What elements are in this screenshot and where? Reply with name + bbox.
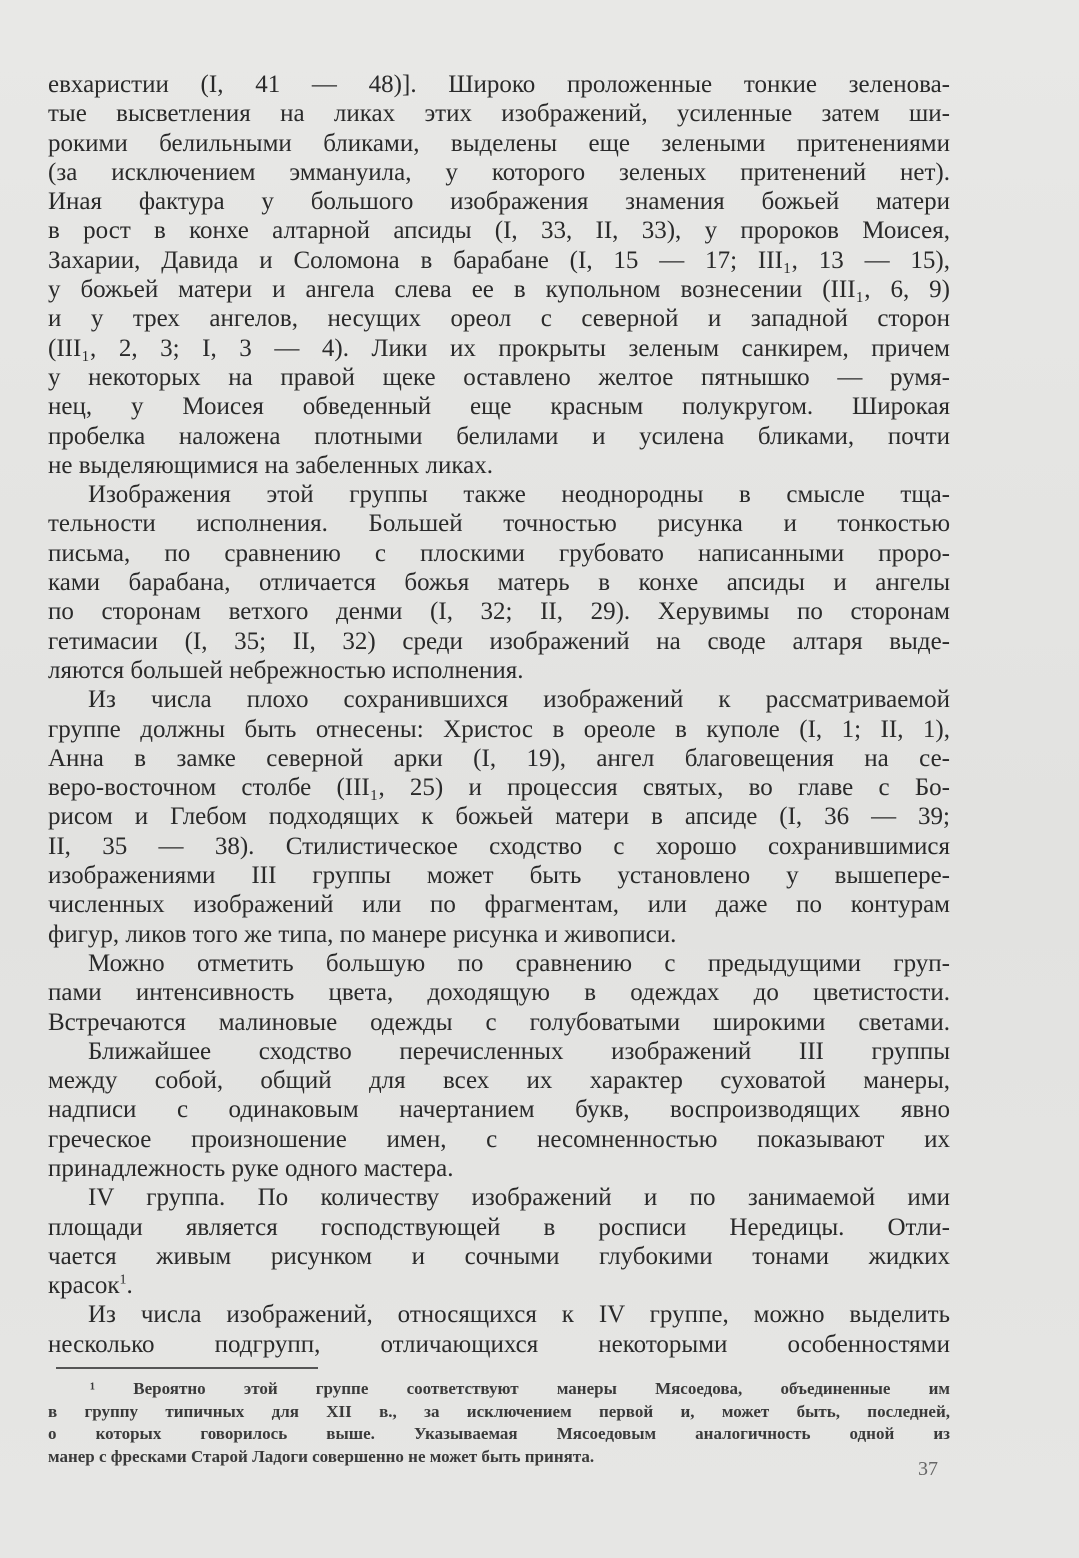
text-line: Изображения этой группы также неоднородны в смысле тща- bbox=[88, 481, 950, 509]
text-line: греческое произношение имен, с несомненностью показывают их bbox=[48, 1125, 950, 1153]
text-line: Можно отметить большую по сравнению с предыдущими груп- bbox=[88, 949, 950, 977]
text-line: Анна в замке северной арки (I, 19), ангел благовещения на се- bbox=[48, 744, 950, 772]
text-line: пами интенсивность цвета, доходящую в одеждах до цветистости. bbox=[48, 979, 950, 1007]
text-line: группе должны быть отнесены: Христос в ореоле в куполе (I, 1; II, 1), bbox=[48, 715, 950, 743]
text-line: ляются большей небрежностью исполнения. bbox=[48, 656, 524, 684]
text-line: площади является господствующей в росписи Нередицы. Отли- bbox=[48, 1213, 950, 1241]
text-line-with-footnote bbox=[48, 1271, 950, 1300]
text-line: не выделяющимися на забеленных ликах. bbox=[48, 451, 493, 479]
text-line: (за исключением эммануила, у которого зеленых притенений нет). bbox=[48, 158, 950, 186]
text-line: по сторонам ветхого денми (I, 32; II, 29). Херувимы по сторонам bbox=[48, 598, 950, 626]
text-line: II, 35 — 38). Стилистическое сходство с хорошо сохранившимися bbox=[48, 832, 950, 860]
text-line: тые высветления на ликах этих изображений, усиленные затем ши- bbox=[48, 100, 950, 128]
text-line: Из числа плохо сохранившихся изображений к рассматриваемой bbox=[88, 686, 950, 714]
text-line: в рост в конхе алтарной апсиды (I, 33, II, 33), у пророков Моисея, bbox=[48, 217, 950, 245]
text-line: и у трех ангелов, несущих ореол с северной и западной сторон bbox=[48, 305, 950, 333]
text-line: евхаристии (I, 41 — 48)]. Широко проложенные тонкие зеленова- bbox=[48, 71, 950, 98]
footnote-line: в группу типичных для XII в., за исключением первой и, может быть, последней, bbox=[48, 1401, 950, 1421]
footnote-line: ¹ Вероятно этой группе соответствуют манеры Мясоедова, объединенные им bbox=[90, 1379, 950, 1398]
text-line: Из числа изображений, относящихся к IV группе, можно выделить bbox=[88, 1301, 950, 1329]
text-line: (III₁, 2, 3; I, 3 — 4). Лики их прокрыты зеленым санкирем, причем bbox=[48, 334, 950, 362]
text-line: ками барабана, отличается божья матерь в конхе апсиды и ангелы bbox=[48, 569, 950, 597]
text-line: нец, у Моисея обведенный еще красным полукругом. Широкая bbox=[48, 393, 950, 421]
text-line: между собой, общий для всех их характер суховатой манеры, bbox=[48, 1067, 950, 1095]
text-line: фигур, ликов того же типа, по манере рисунка и живописи. bbox=[48, 920, 677, 948]
text-line: изображениями III группы может быть установлено у вышепере- bbox=[48, 862, 950, 890]
text-line: Ближайшее сходство перечисленных изображений III группы bbox=[88, 1037, 950, 1065]
sentence-end: . bbox=[126, 1272, 133, 1300]
text-line: Встречаются малиновые одежды с голубоватыми широкими светами. bbox=[48, 1008, 950, 1036]
text-line: принадлежность руке одного мастера. bbox=[48, 1154, 454, 1182]
footnote bbox=[48, 1378, 950, 1468]
text-line: гетимасии (I, 35; II, 32) среди изображений на своде алтаря выде- bbox=[48, 627, 950, 655]
text-line: IV группа. По количеству изображений и по занимаемой ими bbox=[88, 1184, 950, 1212]
text-line: чается живым рисунком и сочными глубокими тонами жидких bbox=[48, 1242, 950, 1270]
text-line: пробелка наложена плотными белилами и усилена бликами, почти bbox=[48, 422, 950, 450]
page-number: 37 bbox=[918, 1458, 938, 1480]
footnote-line: манер с фресками Старой Ладоги совершенно не может быть принята. bbox=[48, 1446, 595, 1466]
footnote-line: о которых говорилось выше. Указываемая Мясоедовым аналогичность одной из bbox=[48, 1424, 950, 1443]
text-line: тельности исполнения. Большей точностью рисунка и тонкостью bbox=[48, 510, 950, 538]
text-line: надписи с одинаковым начертанием букв, воспроизводящих явно bbox=[48, 1096, 950, 1124]
text-line: Иная фактура у большого изображения знамения божьей матери bbox=[48, 188, 950, 216]
text-line: красок bbox=[48, 1272, 120, 1300]
text-line: Захарии, Давида и Соломона в барабане (I, 15 — 17; III₁, 13 — 15), bbox=[48, 246, 950, 274]
text-line: письма, по сравнению с плоскими грубовато написанными проро- bbox=[48, 539, 950, 567]
text-line: рисом и Глебом подходящих к божьей матери в апсиде (I, 36 — 39; bbox=[48, 803, 950, 831]
footnote-marker[interactable]: 1 bbox=[119, 1272, 127, 1288]
text-line: веро-восточном столбе (III₁, 25) и процессия святых, во главе с Бо- bbox=[48, 774, 950, 802]
text-line: у божьей матери и ангела слева ее в купольном вознесении (III₁, 6, 9) bbox=[48, 276, 950, 304]
text-line: численных изображений или по фрагментам, или даже по контурам bbox=[48, 891, 950, 919]
main-text bbox=[48, 70, 950, 1359]
text-line: у некоторых на правой щеке оставлено желтое пятнышко — румя- bbox=[48, 363, 950, 391]
footnote-divider bbox=[56, 1367, 318, 1369]
text-line: рокими белильными бликами, выделены еще зелеными притенениями bbox=[48, 129, 950, 157]
text-line: несколько подгрупп, отличающихся некоторыми особенностями bbox=[48, 1330, 950, 1358]
